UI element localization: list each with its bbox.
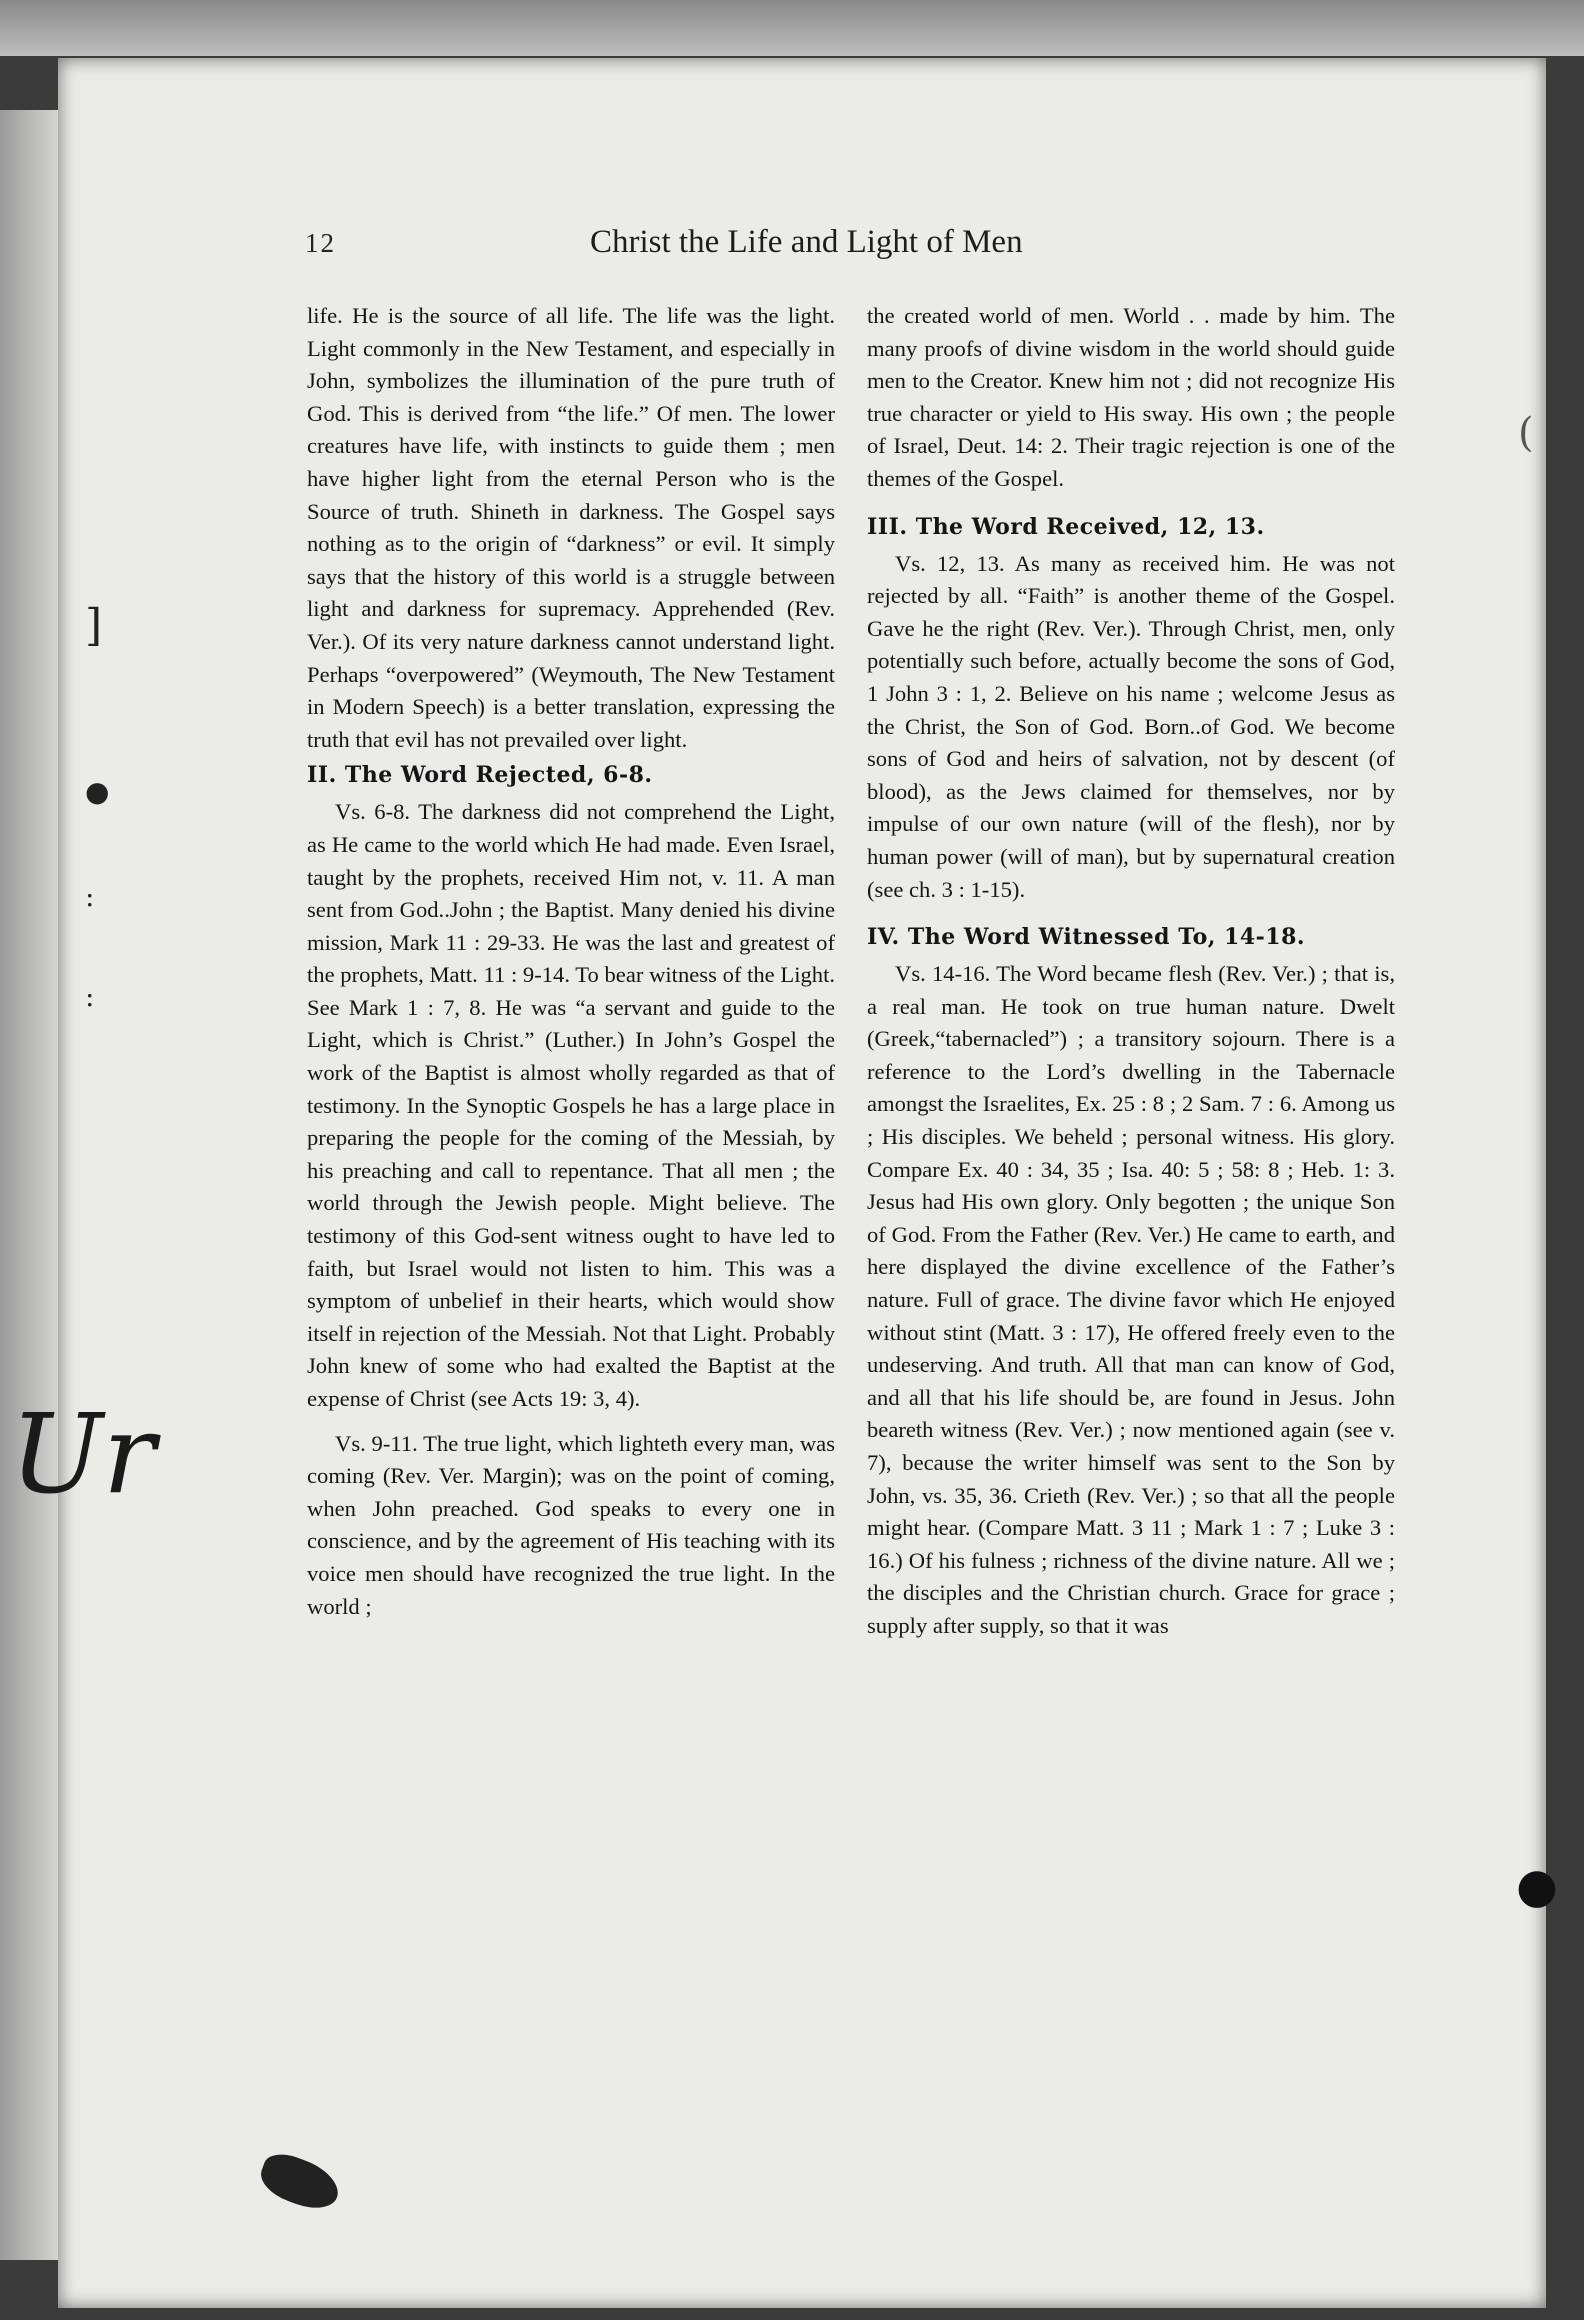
paragraph: Vs. 12, 13. As many as received him. He was not rejected by all. “Faith” is another theme of the Gospel. Gave he the right (Rev. Ver.). Through Christ, men, only potentially such before, actually become the sons of God, 1 John 3 : 1, 2. Believe on his name ; welcome Jesus as the Christ, the Son of God. Born..of God. We become sons of God and heirs of salvation, not by descent (of blood), as the Jews claimed for themselves, nor by impulse of our own nature (will of the flesh), nor by human power (will of man), but by supernatural creation (see ch. 3 : 1-15).	[867, 550, 1395, 902]
spacer	[307, 1416, 835, 1428]
paragraph: Vs. 14-16. The Word became flesh (Rev. Ver.) ; that is, a real man. He took on true human nature. Dwelt (Greek,“tabernacled”) ; a transitory sojourn. There is a reference to the Lord’s dwelling in the Tabernacle amongst the Israelites, Ex. 25 : 8 ; 2 Sam. 7 : 6. Among us ; His disciples. We beheld ; personal witness. His glory. Compare Ex. 40 : 34, 35 ; Isa. 40: 5 ; 58: 8 ; Heb. 1: 3. Jesus had His own glory. Only begotten ; the unique Son of God. From the Father (Rev. Ver.) He came to earth, and here displayed the divine excellence of the Father’s nature. Full of grace. The divine favor which He enjoyed without stint (Matt. 3 : 17), He offered freely even to the undeserving. And truth. All that man can know of God, and all that his life should be, are found in Jesus. John beareth witness (Rev. Ver.) ; now mentioned again (see v. 7), because the writer himself was sent to the Son by John, vs. 35, 36. Crieth (Rev. Ver.) ; so that all the people might hear. (Compare Matt. 3 11 ; Mark 1 : 7 ; Luke 3 : 16.) Of his fulness ; richness of the divine nature. All we ; the disciples and the Christian church. Grace for grace ; supply after supply, so that it was	[867, 961, 1395, 1638]
section-heading: II. The Word Rejected, 6-8.	[307, 762, 653, 789]
paragraph: Vs. 6-8. The darkness did not comprehend the Light, as He came to the world which He had made. Even Israel, taught by the prophets, received Him not, v. 11. A man sent from God..John ; the Baptist. Many denied his divine mission, Mark 11 : 29-33. He was the last and greatest of the prophets, Matt. 11 : 9-14. To bear witness of the Light. See Mark 1 : 7, 8. He was “a servant and guide to the Light, which is Christ.” (Luther.) In John’s Gospel the work of the Baptist is almost wholly regarded as that of testimony. In the Synoptic Gospels he has a large place in preparing the people for the coming of the Messiah, by his preaching and call to repentance. That all men ; the world through the Jewish people. Might believe. The testimony of this God-sent witness ought to have led to faith, but Israel would not listen to him. This was a symptom of unbelief in their hearts, which would show itself in rejection of the Messiah. Not that Light. Probably John knew of some who had exalted the Baptist at the expense of Christ (see Acts 19: 3, 4).	[307, 799, 835, 1411]
margin-dot-mark: :	[85, 980, 95, 1013]
right-margin-blot: ●	[1516, 1858, 1558, 1914]
spacer	[867, 906, 1395, 918]
right-margin-mark: (	[1518, 410, 1534, 456]
section-heading: III. The Word Received, 12, 13.	[867, 513, 1265, 540]
paragraph: life. He is the source of all life. The life was the light. Light commonly in the New Testament, and especially in John, symbolizes the illumination of the pure truth of God. This is derived from “the life.” Of men. The lower creatures have life, with instincts to guide them ; men have higher light from the eternal Person who is the Source of truth. Shineth in darkness. The Gospel says nothing as to the origin of “darkness” or evil. It simply says that the history of this world is a struggle between light and darkness for supremacy. Apprehended (Rev. Ver.). Of its very nature darkness cannot understand light. Perhaps “overpowered” (Weymouth, The New Testament in Modern Speech) is a better translation, expressing the truth that evil has not prevailed over light.	[307, 303, 835, 752]
margin-dot-mark: ●	[85, 775, 110, 808]
spacer	[867, 496, 1395, 508]
adjacent-page-edge	[0, 110, 60, 2260]
section-heading: IV. The Word Witnessed To, 14-18.	[867, 924, 1306, 951]
left-column	[307, 300, 835, 1623]
right-column	[867, 300, 1395, 1643]
handwritten-margin-mark: Ur	[10, 1390, 156, 1518]
running-title: Christ the Life and Light of Men	[590, 224, 1023, 260]
paragraph: Vs. 9-11. The true light, which lighteth every man, was coming (Rev. Ver. Margin); was on the point of coming, when John preached. God speaks to every one in conscience, and by the agreement of His teaching with its voice men should have recognized the true light. In the world ;	[307, 1430, 835, 1619]
page-number: 12	[305, 228, 336, 258]
margin-tick-mark: ]	[85, 600, 103, 651]
margin-dot-mark: :	[85, 880, 95, 913]
scanner-top-band	[0, 0, 1584, 56]
page-header	[305, 224, 1385, 274]
paragraph: the created world of men. World . . made by him. The many proofs of divine wisdom in the world should guide men to the Creator. Knew him not ; did not recognize His true character or yield to His sway. His own ; the people of Israel, Deut. 14: 2. Their tragic rejection is one of the themes of the Gospel.	[867, 303, 1395, 491]
